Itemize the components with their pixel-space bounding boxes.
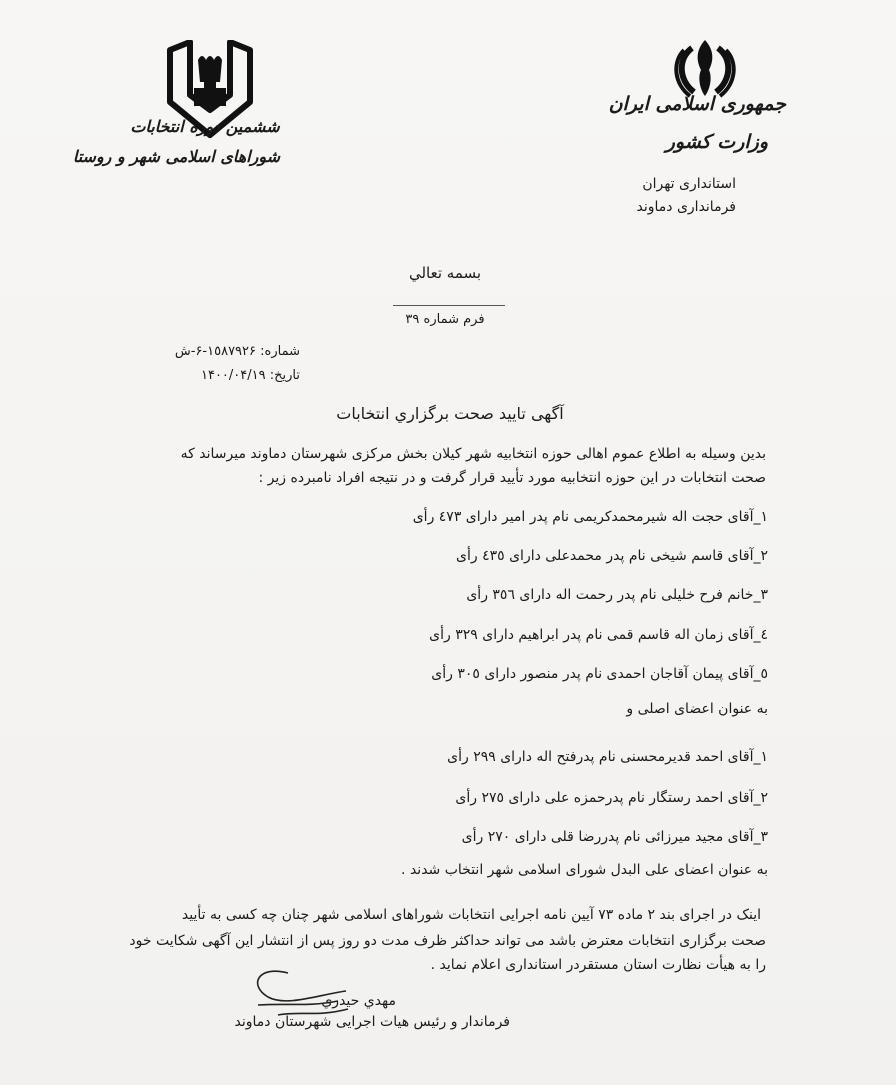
election-logo-line-2: شوراهای اسلامی شهر و روستا: [72, 147, 280, 166]
intro-line: بدين وسيله به اطلاع عموم اهالی حوزه انتخابیه شهر کیلان بخش مرکزی شهرستان دماوند میرساند که: [180, 446, 766, 462]
republic-name: جمهوری اسلامی ایران: [608, 93, 786, 115]
primary-members-label: به عنوان اعضای اصلی و: [626, 701, 768, 717]
primary-member-5: ٥_آقای پیمان آقاجان احمدی نام پدر منصور دارای ٣٠٥ رأی: [431, 666, 768, 682]
closing-line: را به هیأت نظارت استان مستقردر استانداری اعلام نماید .: [430, 957, 766, 973]
besmeh-heading: بسمه تعالي: [408, 264, 482, 282]
signatory-title: فرماندار و رئیس هیات اجرایی شهرستان دماوند: [234, 1014, 510, 1030]
province-office: استانداری تهران: [642, 176, 736, 192]
alternate-members-label: به عنوان اعضای علی البدل شورای اسلامی شهر انتخاب شدند .: [401, 862, 768, 878]
closing-line: صحت برگزاری انتخابات معترض باشد می تواند حداکثر ظرف مدت دو روز پس از انتشار این آگهی شکایت خود: [129, 933, 766, 949]
primary-member-1: ١_آقای حجت اله شیرمحمدکریمی نام پدر امیر دارای ٤٧٣ رأی: [412, 509, 768, 525]
primary-member-2: ٢_آقای قاسم شیخی نام پدر محمدعلی دارای ٤٣٥ رأی: [456, 548, 768, 564]
county-office: فرمانداری دماوند: [636, 199, 736, 215]
election-logo-line-1: ششمین دوره انتخابات: [130, 117, 280, 136]
alternate-member-2: ٢_آقای احمد رستگار نام پدرحمزه علی دارای ٢٧٥ رأی: [455, 790, 768, 806]
closing-line: اینک در اجرای بند ٢ ماده ٧٣ آیین نامه اجرایی انتخابات شوراهای اسلامی شهر چنان چه کسی به تأیید: [181, 907, 761, 923]
ministry-name: وزارت کشور: [665, 131, 768, 153]
reference-date: تاریخ: ١۴٠٠/٠۴/١٩: [200, 368, 300, 383]
notice-title: آگهی تایید صحت برگزاري انتخابات: [336, 404, 564, 423]
primary-member-4: ٤_آقای زمان اله قاسم قمی نام پدر ابراهیم دارای ٣٢٩ رأی: [429, 627, 768, 643]
signatory-name: مهدي حيدري: [321, 993, 396, 1009]
form-number: فرم شماره ٣٩: [405, 312, 485, 327]
alternate-member-1: ١_آقای احمد قدیرمحسنی نام پدرفتح اله دارای ٢٩٩ رأی: [447, 749, 768, 765]
primary-member-3: ٣_خانم فرح خلیلی نام پدر رحمت اله دارای ٣٥٦ رأی: [466, 587, 768, 603]
heading-divider: [393, 305, 505, 306]
alternate-member-3: ٣_آقای مجید میرزائی نام پدررضا قلی دارای ٢٧٠ رأی: [461, 829, 768, 845]
intro-line: صحت انتخابات در این حوزه انتخابیه مورد تأیید قرار گرفت و در نتیجه افراد نامبرده زیر :: [258, 470, 766, 486]
iran-emblem-icon: [670, 36, 740, 100]
reference-number: شماره: ١٥٨٧٩٢۶-۶-ش: [174, 344, 300, 359]
